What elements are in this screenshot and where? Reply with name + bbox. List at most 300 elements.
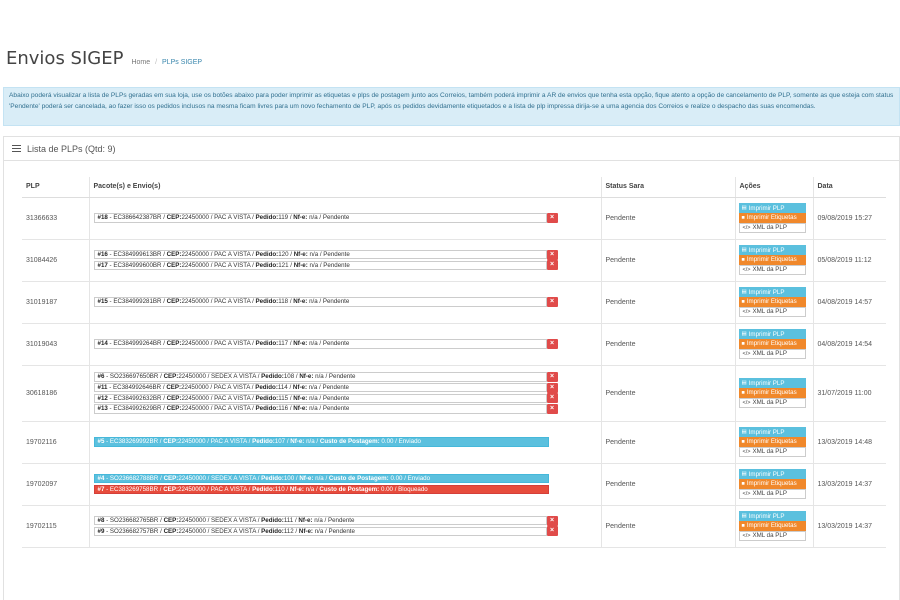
- nfe-value: n/a / Pendente: [312, 516, 355, 524]
- packages-cell: [89, 323, 601, 365]
- print-plp-button[interactable]: [739, 511, 806, 520]
- tracking-code: - EC383269758BR /: [104, 485, 164, 493]
- status-cell: Pendente: [601, 239, 735, 281]
- order-number: 107: [274, 438, 286, 446]
- package-info: #12 - EC384992632BR / CEP:22450000 / PAC A VISTA / Pedido:115 / Nf-e: n/a / Pendente: [94, 394, 547, 404]
- tracking-code: - EC384992629BR /: [107, 405, 167, 413]
- order-number: 111: [283, 516, 294, 524]
- date-cell: 31/07/2019 11:00: [813, 365, 886, 421]
- close-icon[interactable]: ×: [547, 297, 558, 307]
- table-row: [22, 323, 886, 365]
- table-header-row: [22, 177, 886, 197]
- service: / PAC A VISTA /: [208, 214, 256, 222]
- breadcrumb-current[interactable]: PLPs SIGEP: [162, 59, 203, 66]
- nfe-label: Nf-e:: [293, 298, 308, 306]
- header-packages: Pacote(s) e Envio(s): [89, 177, 601, 197]
- breadcrumb-separator: /: [155, 59, 158, 66]
- table-row: [22, 421, 886, 463]
- print-plp-button[interactable]: [739, 245, 806, 254]
- cep-label: CEP:: [166, 261, 182, 269]
- print-plp-label: Imprimir PLP: [748, 470, 785, 478]
- cep-value: 22450000: [178, 474, 206, 482]
- cep-value: 22450000: [178, 527, 206, 535]
- cep-value: 22450000: [178, 373, 206, 381]
- actions-cell: [735, 505, 813, 547]
- xml-plp-button[interactable]: [739, 531, 806, 540]
- actions-cell: [735, 365, 813, 421]
- order-number: 114: [277, 383, 288, 391]
- nfe-label: Nf-e:: [299, 373, 314, 381]
- packages-cell: [89, 365, 601, 421]
- package-id: #4: [97, 474, 105, 482]
- nfe-value: n/a / Pendente: [307, 383, 349, 391]
- cep-label: CEP:: [163, 485, 179, 493]
- package-item: [94, 484, 597, 494]
- panel-header: [4, 137, 899, 161]
- breadcrumb: [131, 59, 202, 66]
- nfe-value: n/a / Pendente: [307, 405, 350, 413]
- nfe-value: n/a / Pendente: [313, 373, 356, 381]
- tracking-code: - SO236697650BR /: [104, 373, 164, 381]
- nfe-value: n/a / Pendente: [312, 527, 355, 535]
- actions-cell: [735, 239, 813, 281]
- xml-plp-label: XML da PLP: [752, 224, 787, 232]
- service: / PAC A VISTA /: [205, 438, 253, 446]
- package-id: #7: [97, 485, 105, 493]
- order-label: Pedido:: [261, 516, 284, 524]
- nfe-value: n/a /: [303, 485, 320, 493]
- nfe-value: n/a / Pendente: [307, 214, 350, 222]
- order-label: Pedido:: [255, 250, 279, 258]
- package-info: #6 - SO236697650BR / CEP:22450000 / SEDEX A VISTA / Pedido:108 / Nf-e: n/a / Pendente: [94, 372, 547, 382]
- date-cell: 05/08/2019 11:12: [813, 239, 886, 281]
- nfe-label: Nf-e:: [299, 474, 314, 482]
- close-icon[interactable]: ×: [547, 250, 558, 260]
- print-plp-button[interactable]: [739, 469, 806, 478]
- nfe-label: Nf-e:: [293, 261, 308, 269]
- order-number: 100: [283, 474, 295, 482]
- cep-label: CEP:: [166, 250, 182, 258]
- nfe-label: Nf-e:: [293, 250, 308, 258]
- header-plp: PLP: [22, 177, 89, 197]
- print-plp-label: Imprimir PLP: [748, 428, 785, 436]
- plp-number: 31019187: [22, 281, 89, 323]
- tracking-code: - EC383269992BR /: [104, 438, 164, 446]
- cep-value: 22450000: [178, 516, 206, 524]
- printer-icon: ▤: [741, 289, 747, 295]
- cep-value: 22450000: [181, 405, 209, 413]
- tag-icon: ■: [741, 298, 745, 305]
- cep-value: 22450000: [181, 394, 209, 402]
- order-number: 117: [278, 340, 289, 348]
- table-row: [22, 239, 886, 281]
- package-info: #15 - EC384999281BR / CEP:22450000 / PAC A VISTA / Pedido:118 / Nf-e: n/a / Pendente: [94, 297, 547, 307]
- order-label: Pedido:: [252, 485, 275, 493]
- cep-label: CEP:: [166, 214, 182, 222]
- packages-cell: [89, 505, 601, 547]
- package-id: #5: [97, 438, 105, 446]
- service: / SEDEX A VISTA /: [205, 373, 262, 381]
- close-icon[interactable]: ×: [547, 393, 558, 403]
- cep-value: 22450000: [181, 340, 209, 348]
- packages-cell: [89, 463, 601, 505]
- nfe-value: n/a / Pendente: [307, 261, 350, 269]
- header-status: Status Sara: [601, 177, 735, 197]
- tracking-code: - SO236682757BR /: [104, 527, 164, 535]
- code-icon: </>: [742, 490, 751, 497]
- cep-label: CEP:: [166, 298, 182, 306]
- package-item: [94, 437, 597, 447]
- print-labels-label: Imprimir Etiquetas: [746, 298, 797, 306]
- package-item: [94, 393, 597, 403]
- printer-icon: ▤: [741, 247, 747, 253]
- package-id: #8: [97, 516, 105, 524]
- cep-label: CEP:: [166, 340, 182, 348]
- code-icon: </>: [742, 224, 751, 231]
- order-label: Pedido:: [255, 214, 279, 222]
- package-item: [94, 515, 597, 525]
- xml-plp-button[interactable]: [739, 447, 806, 456]
- info-alert: Abaixo poderá visualizar a lista de PLPs geradas em sua loja, use os botões abaixo para poder imprimir as etiquetas e plps de postagem junto aos Correios, também poderá imprimir a AR de envios que tenha esta opção, fique atento a opção de cancelamento de PLP, somente as que esteja com status 'Pendente' poderá ser cancelada, ao fazer isso os pedidos inclusos na mesma ficam livres para um novo fechamento de PLP, após os pedidos devidamente etiquetados e a lista de plp impressa dirija-se a uma agencia dos Correios e realize o despacho das suas encomendas.: [3, 87, 900, 126]
- order-label: Pedido:: [255, 340, 279, 348]
- package-id: #9: [97, 527, 105, 535]
- tag-icon: ■: [741, 389, 745, 396]
- printer-icon: ▤: [741, 380, 747, 386]
- xml-plp-label: XML da PLP: [752, 490, 787, 498]
- plp-panel: [3, 136, 900, 600]
- cep-label: CEP:: [163, 474, 179, 482]
- nfe-label: Nf-e:: [293, 405, 308, 413]
- printer-icon: ▤: [741, 513, 747, 519]
- print-labels-button[interactable]: [739, 297, 806, 306]
- code-icon: </>: [742, 308, 751, 315]
- package-info: #7 - EC383269758BR / CEP:22450000 / PAC A VISTA / Pedido:110 / Nf-e: n/a / Custo de Postagem: 0.00 / Bloqueado: [94, 485, 549, 495]
- package-id: #18: [97, 214, 108, 222]
- package-info: #18 - EC386642387BR / CEP:22450000 / PAC A VISTA / Pedido:119 / Nf-e: n/a / Pendente: [94, 213, 547, 223]
- order-number: 112: [283, 527, 294, 535]
- close-icon[interactable]: ×: [547, 526, 558, 536]
- cep-value: 22450000: [181, 261, 209, 269]
- tracking-code: - EC386642387BR /: [107, 214, 167, 222]
- close-icon[interactable]: ×: [547, 372, 558, 382]
- status-cell: Pendente: [601, 197, 735, 239]
- nfe-label: Nf-e:: [293, 340, 308, 348]
- code-icon: </>: [742, 399, 751, 406]
- nfe-label: Nf-e:: [292, 383, 308, 391]
- service: / PAC A VISTA /: [208, 298, 256, 306]
- print-labels-button[interactable]: [739, 437, 806, 446]
- package-item: [94, 249, 597, 259]
- order-label: Pedido:: [261, 474, 284, 482]
- cep-label: CEP:: [166, 405, 182, 413]
- page-title: Envios SIGEP: [6, 48, 124, 69]
- tag-icon: ■: [741, 480, 745, 487]
- close-icon[interactable]: ×: [547, 383, 558, 393]
- cost-value: 0.00 / Enviado: [388, 474, 431, 482]
- cep-value: 22450000: [181, 383, 209, 391]
- package-info: #17 - EC384999600BR / CEP:22450000 / PAC A VISTA / Pedido:121 / Nf-e: n/a / Pendente: [94, 261, 547, 271]
- date-cell: 13/03/2019 14:48: [813, 421, 886, 463]
- status-cell: Pendente: [601, 365, 735, 421]
- service: / SEDEX A VISTA /: [205, 516, 262, 524]
- package-id: #16: [97, 250, 108, 258]
- cep-label: CEP:: [163, 527, 179, 535]
- header-date: Data: [813, 177, 886, 197]
- status-cell: Pendente: [601, 281, 735, 323]
- print-labels-label: Imprimir Etiquetas: [746, 340, 797, 348]
- package-item: [94, 213, 597, 223]
- tracking-code: - EC384999281BR /: [107, 298, 167, 306]
- print-plp-label: Imprimir PLP: [748, 512, 785, 520]
- package-id: #12: [97, 394, 108, 402]
- package-item: [94, 260, 597, 270]
- service: / PAC A VISTA /: [208, 394, 256, 402]
- table-row: [22, 365, 886, 421]
- package-id: #13: [97, 405, 108, 413]
- plp-number: 19702116: [22, 421, 89, 463]
- close-icon[interactable]: ×: [547, 404, 558, 414]
- package-info: #13 - EC384992629BR / CEP:22450000 / PAC A VISTA / Pedido:116 / Nf-e: n/a / Pendente: [94, 404, 547, 414]
- tracking-code: - SO236682788BR /: [104, 474, 164, 482]
- xml-plp-label: XML da PLP: [752, 399, 787, 407]
- cep-label: CEP:: [163, 373, 179, 381]
- xml-plp-button[interactable]: [739, 307, 806, 316]
- order-label: Pedido:: [255, 261, 279, 269]
- cep-value: 22450000: [181, 298, 209, 306]
- table-row: [22, 281, 886, 323]
- tracking-code: - EC384999264BR /: [107, 340, 167, 348]
- tag-icon: ■: [741, 438, 745, 445]
- status-cell: Pendente: [601, 505, 735, 547]
- printer-icon: ▤: [741, 429, 747, 435]
- code-icon: </>: [742, 350, 751, 357]
- nfe-value: n/a / Pendente: [307, 340, 350, 348]
- actions-cell: [735, 197, 813, 239]
- cost-label: Custo de Postagem:: [319, 485, 380, 493]
- actions-cell: [735, 463, 813, 505]
- tracking-code: - EC384992646BR /: [107, 383, 167, 391]
- print-plp-button[interactable]: [739, 427, 806, 436]
- order-label: Pedido:: [255, 298, 279, 306]
- xml-plp-button[interactable]: [739, 398, 806, 407]
- cep-value: 22450000: [181, 250, 209, 258]
- cost-value: 0.00 / Bloqueado: [379, 485, 428, 493]
- print-plp-button[interactable]: [739, 329, 806, 338]
- print-labels-button[interactable]: [739, 521, 806, 530]
- print-labels-label: Imprimir Etiquetas: [746, 522, 797, 530]
- nfe-label: Nf-e:: [298, 527, 313, 535]
- cep-label: CEP:: [166, 383, 182, 391]
- tag-icon: ■: [741, 256, 745, 263]
- cep-value: 22450000: [178, 485, 206, 493]
- print-plp-button[interactable]: [739, 203, 806, 212]
- package-item: [94, 297, 597, 307]
- table-row: [22, 197, 886, 239]
- xml-plp-button[interactable]: [739, 349, 806, 358]
- plp-number: 31019043: [22, 323, 89, 365]
- print-plp-label: Imprimir PLP: [748, 246, 785, 254]
- xml-plp-button[interactable]: [739, 223, 806, 232]
- order-number: 108: [283, 373, 295, 381]
- xml-plp-label: XML da PLP: [752, 308, 787, 316]
- package-info: #5 - EC383269992BR / CEP:22450000 / PAC A VISTA / Pedido:107 / Nf-e: n/a / Custo de Postagem: 0.00 / Enviado: [94, 437, 549, 447]
- close-icon[interactable]: ×: [547, 260, 558, 270]
- plp-number: 31084426: [22, 239, 89, 281]
- list-icon: [12, 145, 21, 153]
- cep-label: CEP:: [163, 516, 179, 524]
- order-label: Pedido:: [255, 394, 279, 402]
- package-id: #11: [97, 383, 108, 391]
- service: / PAC A VISTA /: [208, 340, 256, 348]
- package-info: #9 - SO236682757BR / CEP:22450000 / SEDEX A VISTA / Pedido:112 / Nf-e: n/a / Pendente: [94, 527, 547, 537]
- print-labels-label: Imprimir Etiquetas: [746, 389, 797, 397]
- cep-label: CEP:: [163, 438, 179, 446]
- xml-plp-button[interactable]: [739, 265, 806, 274]
- nfe-label: Nf-e:: [290, 438, 305, 446]
- package-item: [94, 473, 597, 483]
- table-row: [22, 463, 886, 505]
- date-cell: 04/08/2019 14:57: [813, 281, 886, 323]
- plp-number: 31366633: [22, 197, 89, 239]
- order-label: Pedido:: [261, 527, 284, 535]
- packages-cell: [89, 197, 601, 239]
- breadcrumb-home[interactable]: Home: [131, 59, 151, 66]
- print-plp-label: Imprimir PLP: [748, 379, 785, 387]
- packages-cell: [89, 239, 601, 281]
- package-item: [94, 372, 597, 382]
- cost-label: Custo de Postagem:: [328, 474, 389, 482]
- nfe-value: n/a / Pendente: [307, 298, 350, 306]
- package-info: #4 - SO236682788BR / CEP:22450000 / SEDEX A VISTA / Pedido:100 / Nf-e: n/a / Custo de Postagem: 0.00 / Enviado: [94, 474, 549, 484]
- tracking-code: - EC384992632BR /: [107, 394, 167, 402]
- date-cell: 09/08/2019 15:27: [813, 197, 886, 239]
- service: / PAC A VISTA /: [208, 383, 256, 391]
- date-cell: 13/03/2019 14:37: [813, 505, 886, 547]
- nfe-label: Nf-e:: [293, 214, 308, 222]
- package-info: #14 - EC384999264BR / CEP:22450000 / PAC A VISTA / Pedido:117 / Nf-e: n/a / Pendente: [94, 339, 547, 349]
- package-item: [94, 404, 597, 414]
- tag-icon: ■: [741, 214, 745, 221]
- cep-value: 22450000: [178, 438, 206, 446]
- package-id: #6: [97, 373, 105, 381]
- print-plp-label: Imprimir PLP: [748, 204, 785, 212]
- plp-number: 19702097: [22, 463, 89, 505]
- print-labels-button[interactable]: [739, 339, 806, 348]
- nfe-label: Nf-e:: [293, 394, 308, 402]
- packages-cell: [89, 281, 601, 323]
- packages-cell: [89, 421, 601, 463]
- service: / SEDEX A VISTA /: [205, 527, 262, 535]
- tracking-code: - EC384999613BR /: [107, 250, 167, 258]
- tracking-code: - EC384999600BR /: [107, 261, 167, 269]
- service: / PAC A VISTA /: [208, 261, 256, 269]
- order-number: 115: [278, 394, 289, 402]
- order-label: Pedido:: [255, 405, 279, 413]
- nfe-label: Nf-e:: [298, 516, 313, 524]
- plp-number: 30618186: [22, 365, 89, 421]
- print-plp-button[interactable]: [739, 378, 806, 387]
- xml-plp-label: XML da PLP: [752, 448, 787, 456]
- printer-icon: ▤: [741, 471, 747, 477]
- order-number: 120: [278, 250, 289, 258]
- nfe-value: n/a / Pendente: [307, 250, 350, 258]
- nfe-value: n/a / Pendente: [307, 394, 350, 402]
- nfe-value: n/a /: [313, 474, 329, 482]
- print-labels-label: Imprimir Etiquetas: [746, 214, 797, 222]
- close-icon[interactable]: ×: [547, 339, 558, 349]
- order-number: 116: [278, 405, 289, 413]
- date-cell: 04/08/2019 14:54: [813, 323, 886, 365]
- order-number: 110: [274, 485, 285, 493]
- print-labels-button[interactable]: [739, 479, 806, 488]
- code-icon: </>: [742, 532, 751, 539]
- xml-plp-button[interactable]: [739, 489, 806, 498]
- actions-cell: [735, 281, 813, 323]
- print-plp-label: Imprimir PLP: [748, 288, 785, 296]
- xml-plp-label: XML da PLP: [752, 350, 787, 358]
- tracking-code: - SO236682765BR /: [104, 516, 164, 524]
- status-cell: Pendente: [601, 421, 735, 463]
- page-header: [6, 48, 202, 74]
- table-body: [22, 197, 886, 547]
- print-labels-button[interactable]: [739, 388, 806, 397]
- print-labels-label: Imprimir Etiquetas: [746, 438, 797, 446]
- order-number: 119: [278, 214, 289, 222]
- package-info: #16 - EC384999613BR / CEP:22450000 / PAC A VISTA / Pedido:120 / Nf-e: n/a / Pendente: [94, 250, 547, 260]
- cep-label: CEP:: [166, 394, 182, 402]
- header-actions: Ações: [735, 177, 813, 197]
- code-icon: </>: [742, 266, 751, 273]
- panel-title: Lista de PLPs (Qtd: 9): [27, 143, 116, 154]
- plp-table: [22, 177, 886, 548]
- print-labels-label: Imprimir Etiquetas: [746, 256, 797, 264]
- package-id: #14: [97, 340, 108, 348]
- package-info: #11 - EC384992646BR / CEP:22450000 / PAC A VISTA / Pedido:114 / Nf-e: n/a / Pendente: [94, 383, 547, 393]
- order-label: Pedido:: [255, 383, 278, 391]
- package-item: [94, 382, 597, 392]
- tag-icon: ■: [741, 340, 745, 347]
- plp-number: 19702115: [22, 505, 89, 547]
- table-row: [22, 505, 886, 547]
- xml-plp-label: XML da PLP: [752, 532, 787, 540]
- close-icon[interactable]: ×: [547, 213, 558, 223]
- service: / PAC A VISTA /: [208, 405, 256, 413]
- package-info: #8 - SO236682765BR / CEP:22450000 / SEDEX A VISTA / Pedido:111 / Nf-e: n/a / Pendente: [94, 516, 547, 526]
- package-item: [94, 339, 597, 349]
- order-number: 118: [278, 298, 289, 306]
- order-label: Pedido:: [252, 438, 275, 446]
- service: / PAC A VISTA /: [208, 250, 256, 258]
- actions-cell: [735, 323, 813, 365]
- package-item: [94, 526, 597, 536]
- cost-value: 0.00 / Enviado: [379, 438, 421, 446]
- print-labels-button[interactable]: [739, 213, 806, 222]
- close-icon[interactable]: ×: [547, 516, 558, 526]
- service: / PAC A VISTA /: [205, 485, 253, 493]
- order-number: 121: [278, 261, 289, 269]
- print-labels-button[interactable]: [739, 255, 806, 264]
- nfe-label: Nf-e:: [289, 485, 304, 493]
- code-icon: </>: [742, 448, 751, 455]
- tag-icon: ■: [741, 522, 745, 529]
- printer-icon: ▤: [741, 331, 747, 337]
- cep-value: 22450000: [181, 214, 209, 222]
- package-id: #15: [97, 298, 108, 306]
- print-plp-button[interactable]: [739, 287, 806, 296]
- status-cell: Pendente: [601, 463, 735, 505]
- package-id: #17: [97, 261, 108, 269]
- date-cell: 13/03/2019 14:37: [813, 463, 886, 505]
